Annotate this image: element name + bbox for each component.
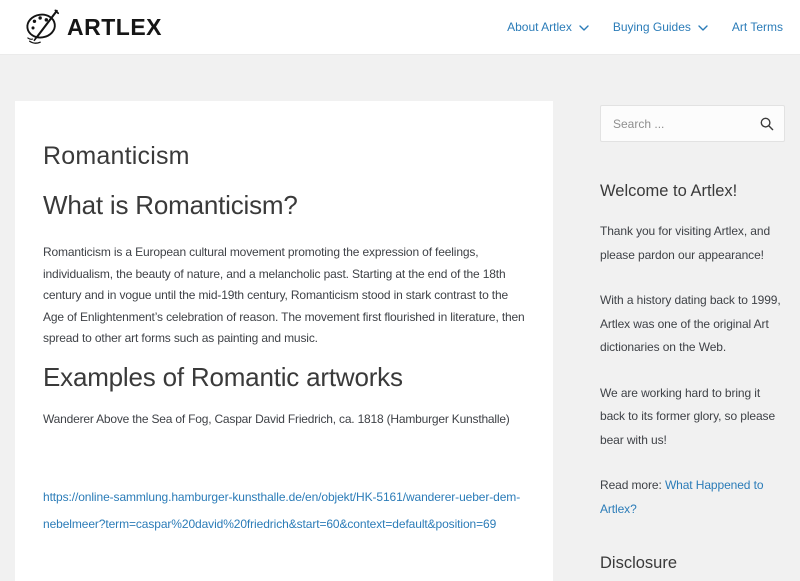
article-card bbox=[15, 101, 553, 581]
welcome-paragraph-2: With a history dating back to 1999, Artlex was one of the original Art dictionaries on the Web. bbox=[600, 293, 781, 354]
artwork-url-link[interactable]: https://online-sammlung.hamburger-kunsthalle.de/en/objekt/HK-5161/wanderer-ueber-dem-nebelmeer?term=caspar%20david%20friedrich&start=60&context=default&position=69 bbox=[43, 490, 521, 531]
nav-about-artlex[interactable] bbox=[495, 19, 601, 35]
sidebar bbox=[600, 101, 785, 574]
nav-about-artlex-label: About Artlex bbox=[507, 20, 572, 34]
disclosure-heading: Disclosure bbox=[600, 554, 678, 572]
page-title: Romanticism bbox=[43, 142, 190, 170]
welcome-paragraph-3: We are working hard to bring it back to its former glory, so please bear with us! bbox=[600, 385, 776, 447]
chevron-down-icon[interactable] bbox=[698, 21, 708, 35]
nav-buying-guides-label: Buying Guides bbox=[612, 20, 691, 34]
welcome-paragraph-1: Thank you for visiting Artlex, and please pardon our appearance! bbox=[600, 224, 771, 262]
primary-nav bbox=[495, 19, 783, 35]
site-header bbox=[0, 0, 800, 55]
read-more-line bbox=[600, 474, 785, 521]
what-happened-link[interactable]: What Happened to Artlex? bbox=[600, 478, 764, 516]
artwork-caption: Wanderer Above the Sea of Fog, Caspar David Friedrich, ca. 1818 (Hamburger Kunsthalle) bbox=[43, 411, 510, 426]
welcome-heading: Welcome to Artlex! bbox=[600, 182, 738, 200]
section-heading-examples: Examples of Romantic artworks bbox=[43, 361, 403, 392]
nav-buying-guides[interactable] bbox=[601, 19, 720, 35]
site-logo[interactable] bbox=[24, 8, 162, 46]
search-form bbox=[600, 105, 785, 142]
chevron-down-icon[interactable] bbox=[579, 21, 589, 35]
palette-logo-icon bbox=[24, 8, 62, 46]
nav-art-terms-label: Art Terms bbox=[731, 20, 783, 34]
read-more-label: Read more: bbox=[600, 478, 665, 492]
search-icon bbox=[760, 117, 774, 131]
content-area bbox=[0, 55, 800, 581]
section-heading-what-is-romanticism: What is Romanticism? bbox=[43, 190, 298, 220]
logo-wordmark: ARTLEX bbox=[67, 13, 162, 40]
nav-art-terms[interactable] bbox=[720, 20, 783, 34]
intro-paragraph: Romanticism is a European cultural movement promoting the expression of feelings, individualism, the beauty of nature, and a melancholic past. Starting at the end of the 18th century and in vogue until the mid-19th century, Romanticism stood in stark contrast to the Age of Enlightenment’s celebration of reason. The movement first flourished in literature, then spread to other art forms such as painting and music. bbox=[43, 245, 525, 345]
search-button[interactable] bbox=[754, 111, 779, 136]
